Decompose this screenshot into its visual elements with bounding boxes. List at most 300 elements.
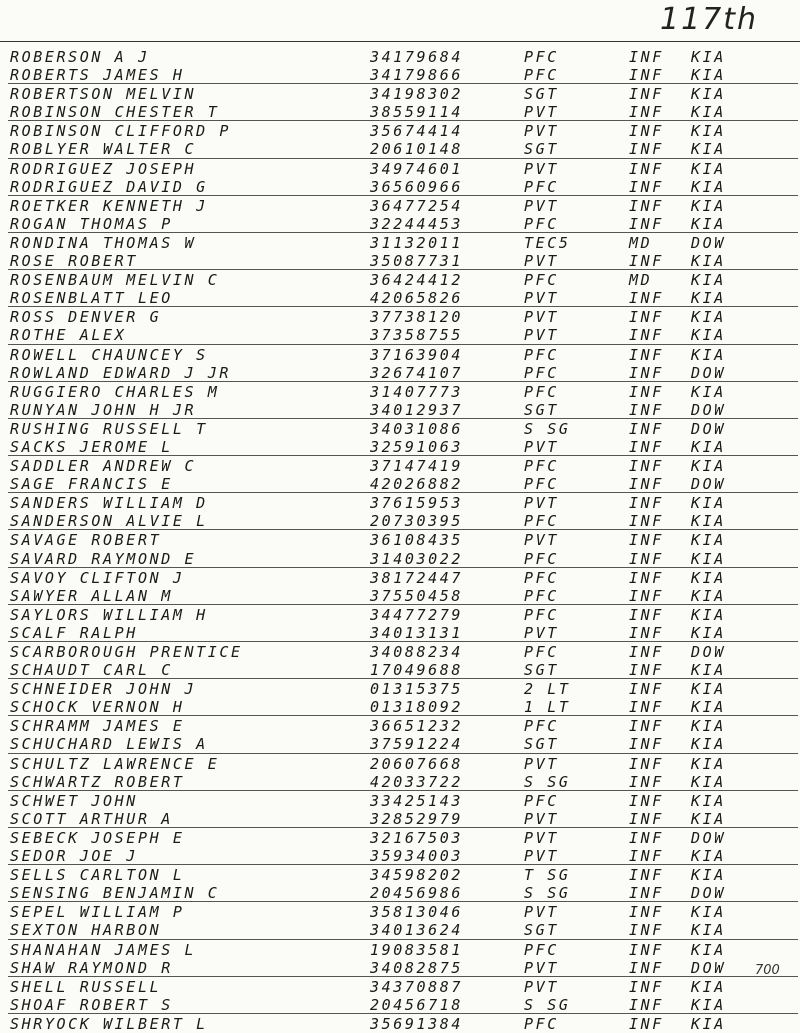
handwritten-unit-note: 117th	[660, 2, 759, 37]
rank-cell: PVT	[524, 531, 559, 550]
status-cell: DOW	[691, 233, 726, 252]
rank-cell: PFC	[524, 457, 559, 476]
status-cell: KIA	[691, 605, 726, 624]
roster-row	[8, 530, 798, 548]
name-cell: RONDINA THOMAS W	[10, 233, 197, 252]
roster-row	[8, 754, 798, 772]
rank-cell: PFC	[524, 940, 559, 959]
name-cell: SAVOY CLIFTON J	[10, 568, 185, 587]
status-cell: KIA	[691, 549, 726, 568]
serial-number-cell: 17049688	[370, 661, 464, 680]
roster-row	[8, 214, 798, 233]
roster-row	[8, 121, 798, 139]
serial-number-cell: 31403022	[370, 549, 464, 568]
rank-cell: PFC	[524, 643, 559, 661]
name-cell: ROBERTSON MELVIN	[10, 85, 197, 104]
status-cell: KIA	[691, 791, 726, 810]
branch-cell: INF	[629, 66, 664, 85]
serial-number-cell: 35934003	[370, 847, 464, 866]
name-cell: ROSENBLATT LEO	[10, 289, 173, 308]
status-cell: KIA	[691, 586, 726, 605]
name-cell: SAVAGE ROBERT	[10, 531, 162, 550]
status-cell: KIA	[691, 85, 726, 104]
status-cell: KIA	[691, 680, 726, 699]
roster-row	[8, 809, 798, 828]
name-cell: ROSENBAUM MELVIN C	[10, 271, 220, 290]
rank-cell: PVT	[524, 903, 559, 922]
serial-number-cell: 34370887	[370, 977, 464, 996]
serial-number-cell: 20610148	[370, 140, 464, 159]
roster-row	[8, 288, 798, 307]
roster-row	[8, 177, 798, 196]
rank-cell: SGT	[524, 85, 559, 104]
rank-cell: PVT	[524, 159, 559, 178]
name-cell: ROBINSON CLIFFORD P	[10, 122, 231, 141]
branch-cell: INF	[629, 605, 664, 624]
roster-row	[8, 940, 798, 958]
name-cell: ROBERSON A J	[10, 48, 150, 66]
serial-number-cell: 34031086	[370, 419, 464, 438]
branch-cell: INF	[629, 866, 664, 885]
status-cell: DOW	[691, 475, 726, 494]
branch-cell: INF	[629, 754, 664, 773]
name-cell: SCHRAMM JAMES E	[10, 717, 185, 736]
status-cell: KIA	[691, 1014, 726, 1033]
serial-number-cell: 36560966	[370, 177, 464, 196]
serial-number-cell: 01318092	[370, 698, 464, 717]
name-cell: SCOTT ARTHUR A	[10, 809, 173, 828]
roster-row	[8, 846, 798, 865]
rank-cell: PFC	[524, 605, 559, 624]
status-cell: KIA	[691, 252, 726, 271]
roster-row	[8, 251, 798, 270]
rank-cell: PFC	[524, 48, 559, 66]
roster-row	[8, 697, 798, 716]
status-cell: KIA	[691, 698, 726, 717]
rank-cell: PVT	[524, 977, 559, 996]
branch-cell: INF	[629, 643, 664, 661]
serial-number-cell: 31132011	[370, 233, 464, 252]
branch-cell: INF	[629, 382, 664, 401]
branch-cell: INF	[629, 717, 664, 736]
roster-row	[8, 568, 798, 586]
branch-cell: INF	[629, 326, 664, 345]
branch-cell: INF	[629, 494, 664, 513]
serial-number-cell: 20456718	[370, 995, 464, 1014]
roster-row	[8, 493, 798, 511]
roster-row	[8, 65, 798, 84]
branch-cell: INF	[629, 177, 664, 196]
roster-row	[8, 400, 798, 419]
roster-row	[8, 623, 798, 642]
serial-number-cell: 34477279	[370, 605, 464, 624]
status-cell: KIA	[691, 159, 726, 178]
name-cell: ROTHE ALEX	[10, 326, 127, 345]
roster-row	[8, 233, 798, 251]
serial-number-cell: 37163904	[370, 345, 464, 364]
roster-row	[8, 883, 798, 902]
status-cell: DOW	[691, 643, 726, 661]
serial-number-cell: 34598202	[370, 866, 464, 885]
rank-cell: PFC	[524, 1014, 559, 1033]
serial-number-cell: 42065826	[370, 289, 464, 308]
branch-cell: INF	[629, 475, 664, 494]
status-cell: KIA	[691, 568, 726, 587]
serial-number-cell: 31407773	[370, 382, 464, 401]
name-cell: SEPEL WILLIAM P	[10, 903, 185, 922]
roster-row	[8, 270, 798, 288]
name-cell: ROBINSON CHESTER T	[10, 103, 220, 122]
branch-cell: INF	[629, 252, 664, 271]
branch-cell: INF	[629, 437, 664, 456]
branch-cell: INF	[629, 122, 664, 141]
roster-row	[8, 605, 798, 623]
status-cell: DOW	[691, 828, 726, 847]
roster-row	[8, 642, 798, 660]
rank-cell: 1 LT	[524, 698, 571, 717]
rank-cell: PVT	[524, 437, 559, 456]
branch-cell: INF	[629, 735, 664, 754]
roster-row	[8, 772, 798, 791]
name-cell: ROSE ROBERT	[10, 252, 138, 271]
name-cell: SEBECK JOSEPH E	[10, 828, 185, 847]
branch-cell: INF	[629, 791, 664, 810]
name-cell: SCHNEIDER JOHN J	[10, 680, 197, 699]
branch-cell: INF	[629, 586, 664, 605]
serial-number-cell: 42026882	[370, 475, 464, 494]
name-cell: ROSS DENVER G	[10, 308, 162, 327]
roster-row	[8, 84, 798, 102]
roster-row	[8, 102, 798, 121]
roster-row	[8, 679, 798, 697]
branch-cell: INF	[629, 958, 664, 977]
serial-number-cell: 01315375	[370, 680, 464, 699]
rank-cell: PFC	[524, 549, 559, 568]
roster-row	[8, 902, 798, 920]
status-cell: KIA	[691, 214, 726, 233]
rank-cell: SGT	[524, 661, 559, 680]
name-cell: ROWELL CHAUNCEY S	[10, 345, 208, 364]
status-cell: KIA	[691, 977, 726, 996]
branch-cell: INF	[629, 921, 664, 940]
rank-cell: PVT	[524, 196, 559, 215]
roster-row	[8, 828, 798, 846]
rank-cell: PVT	[524, 308, 559, 327]
status-cell: DOW	[691, 419, 726, 438]
status-cell: KIA	[691, 289, 726, 308]
serial-number-cell: 32852979	[370, 809, 464, 828]
rank-cell: S SG	[524, 995, 571, 1014]
rank-cell: PVT	[524, 326, 559, 345]
name-cell: SADDLER ANDREW C	[10, 457, 197, 476]
serial-number-cell: 20456986	[370, 884, 464, 903]
branch-cell: INF	[629, 828, 664, 847]
serial-number-cell: 37615953	[370, 494, 464, 513]
roster-row	[8, 511, 798, 530]
serial-number-cell: 32244453	[370, 214, 464, 233]
rank-cell: TEC5	[524, 233, 571, 252]
status-cell: KIA	[691, 847, 726, 866]
rank-cell: PFC	[524, 66, 559, 85]
roster-row	[8, 586, 798, 605]
name-cell: ROBERTS JAMES H	[10, 66, 185, 85]
serial-number-cell: 34082875	[370, 958, 464, 977]
roster-row	[8, 995, 798, 1014]
status-cell: KIA	[691, 308, 726, 327]
serial-number-cell: 20607668	[370, 754, 464, 773]
serial-number-cell: 32591063	[370, 437, 464, 456]
serial-number-cell: 37358755	[370, 326, 464, 345]
name-cell: ROWLAND EDWARD J JR	[10, 363, 231, 382]
status-cell: KIA	[691, 494, 726, 513]
rank-cell: PVT	[524, 958, 559, 977]
roster-row	[8, 977, 798, 995]
status-cell: KIA	[691, 940, 726, 959]
serial-number-cell: 34012937	[370, 400, 464, 419]
rank-cell: PVT	[524, 754, 559, 773]
branch-cell: INF	[629, 568, 664, 587]
branch-cell: INF	[629, 661, 664, 680]
status-cell: KIA	[691, 809, 726, 828]
name-cell: RUGGIERO CHARLES M	[10, 382, 220, 401]
rank-cell: PFC	[524, 791, 559, 810]
name-cell: SCHAUDT CARL C	[10, 661, 173, 680]
rank-cell: PVT	[524, 809, 559, 828]
rank-cell: PVT	[524, 828, 559, 847]
rank-cell: PFC	[524, 568, 559, 587]
name-cell: ROGAN THOMAS P	[10, 214, 173, 233]
rank-cell: PVT	[524, 103, 559, 122]
status-cell: KIA	[691, 717, 726, 736]
branch-cell: INF	[629, 531, 664, 550]
name-cell: SEDOR JOE J	[10, 847, 138, 866]
name-cell: SCARBOROUGH PRENTICE	[10, 643, 243, 661]
serial-number-cell: 38559114	[370, 103, 464, 122]
status-cell: KIA	[691, 122, 726, 141]
serial-number-cell: 37147419	[370, 457, 464, 476]
branch-cell: INF	[629, 549, 664, 568]
name-cell: RODRIGUEZ JOSEPH	[10, 159, 197, 178]
name-cell: SCHULTZ LAWRENCE E	[10, 754, 220, 773]
name-cell: SHAW RAYMOND R	[10, 958, 173, 977]
serial-number-cell: 35087731	[370, 252, 464, 271]
status-cell: KIA	[691, 661, 726, 680]
branch-cell: INF	[629, 363, 664, 382]
status-cell: DOW	[691, 958, 726, 977]
status-cell: KIA	[691, 326, 726, 345]
name-cell: SACKS JEROME L	[10, 437, 173, 456]
roster-row	[8, 363, 798, 382]
rank-cell: PFC	[524, 271, 559, 290]
rank-cell: PFC	[524, 177, 559, 196]
branch-cell: INF	[629, 680, 664, 699]
status-cell: KIA	[691, 177, 726, 196]
serial-number-cell: 42033722	[370, 772, 464, 791]
name-cell: SAGE FRANCIS E	[10, 475, 173, 494]
status-cell: KIA	[691, 66, 726, 85]
rank-cell: PVT	[524, 252, 559, 271]
serial-number-cell: 35674414	[370, 122, 464, 141]
name-cell: SCHOCK VERNON H	[10, 698, 185, 717]
branch-cell: INF	[629, 940, 664, 959]
roster-row	[8, 791, 798, 809]
name-cell: SHOAF ROBERT S	[10, 995, 173, 1014]
serial-number-cell: 36108435	[370, 531, 464, 550]
rank-cell: 2 LT	[524, 680, 571, 699]
branch-cell: INF	[629, 140, 664, 159]
name-cell: SANDERSON ALVIE L	[10, 512, 208, 531]
name-cell: SHANAHAN JAMES L	[10, 940, 197, 959]
rank-cell: PVT	[524, 623, 559, 642]
status-cell: KIA	[691, 382, 726, 401]
status-cell: KIA	[691, 754, 726, 773]
roster-row	[8, 382, 798, 400]
branch-cell: INF	[629, 196, 664, 215]
roster-row	[8, 437, 798, 456]
serial-number-cell: 38172447	[370, 568, 464, 587]
status-cell: KIA	[691, 196, 726, 215]
roster-row	[8, 958, 798, 977]
status-cell: KIA	[691, 531, 726, 550]
serial-number-cell: 34974601	[370, 159, 464, 178]
status-cell: KIA	[691, 345, 726, 364]
rank-cell: PVT	[524, 122, 559, 141]
roster-row	[8, 734, 798, 753]
name-cell: SAYLORS WILLIAM H	[10, 605, 208, 624]
roster-row	[8, 159, 798, 177]
status-cell: KIA	[691, 921, 726, 940]
name-cell: SCHUCHARD LEWIS A	[10, 735, 208, 754]
name-cell: SENSING BENJAMIN C	[10, 884, 220, 903]
branch-cell: INF	[629, 345, 664, 364]
branch-cell: INF	[629, 308, 664, 327]
status-cell: KIA	[691, 271, 726, 290]
rank-cell: S SG	[524, 772, 571, 791]
rank-cell: SGT	[524, 400, 559, 419]
roster-row	[8, 139, 798, 158]
casualty-roster	[8, 47, 798, 1032]
roster-row	[8, 419, 798, 437]
rank-cell: PVT	[524, 847, 559, 866]
rank-cell: PFC	[524, 345, 559, 364]
branch-cell: INF	[629, 847, 664, 866]
name-cell: SCHWET JOHN	[10, 791, 138, 810]
branch-cell: INF	[629, 512, 664, 531]
serial-number-cell: 34179866	[370, 66, 464, 85]
branch-cell: INF	[629, 400, 664, 419]
status-cell: KIA	[691, 103, 726, 122]
roster-row	[8, 196, 798, 214]
name-cell: SAVARD RAYMOND E	[10, 549, 197, 568]
branch-cell: INF	[629, 884, 664, 903]
name-cell: SHELL RUSSELL	[10, 977, 162, 996]
roster-row	[8, 1014, 798, 1032]
status-cell: KIA	[691, 866, 726, 885]
roster-row	[8, 345, 798, 363]
rank-cell: PFC	[524, 586, 559, 605]
rank-cell: PFC	[524, 363, 559, 382]
status-cell: KIA	[691, 995, 726, 1014]
serial-number-cell: 35813046	[370, 903, 464, 922]
branch-cell: INF	[629, 214, 664, 233]
rank-cell: PFC	[524, 214, 559, 233]
name-cell: SAWYER ALLAN M	[10, 586, 173, 605]
status-cell: KIA	[691, 512, 726, 531]
branch-cell: INF	[629, 103, 664, 122]
name-cell: ROBLYER WALTER C	[10, 140, 197, 159]
rank-cell: SGT	[524, 921, 559, 940]
serial-number-cell: 37550458	[370, 586, 464, 605]
status-cell: KIA	[691, 140, 726, 159]
status-cell: KIA	[691, 48, 726, 66]
status-cell: KIA	[691, 623, 726, 642]
status-cell: KIA	[691, 735, 726, 754]
serial-number-cell: 35691384	[370, 1014, 464, 1033]
branch-cell: INF	[629, 698, 664, 717]
serial-number-cell: 37738120	[370, 308, 464, 327]
serial-number-cell: 36424412	[370, 271, 464, 290]
name-cell: RUNYAN JOHN H JR	[10, 400, 197, 419]
branch-cell: MD	[629, 271, 653, 290]
serial-number-cell: 36477254	[370, 196, 464, 215]
serial-number-cell: 36651232	[370, 717, 464, 736]
status-cell: DOW	[691, 884, 726, 903]
serial-number-cell: 20730395	[370, 512, 464, 531]
rank-cell: S SG	[524, 419, 571, 438]
roster-row	[8, 549, 798, 568]
branch-cell: INF	[629, 419, 664, 438]
rank-cell: PFC	[524, 717, 559, 736]
status-cell: KIA	[691, 772, 726, 791]
roster-row	[8, 325, 798, 344]
status-cell: DOW	[691, 363, 726, 382]
roster-row	[8, 474, 798, 493]
branch-cell: INF	[629, 903, 664, 922]
branch-cell: INF	[629, 772, 664, 791]
status-cell: KIA	[691, 903, 726, 922]
serial-number-cell: 32674107	[370, 363, 464, 382]
roster-row	[8, 47, 798, 65]
margin-count-note: 700	[755, 963, 780, 978]
branch-cell: INF	[629, 1014, 664, 1033]
branch-cell: INF	[629, 289, 664, 308]
name-cell: SCHWARTZ ROBERT	[10, 772, 185, 791]
serial-number-cell: 34013131	[370, 623, 464, 642]
branch-cell: INF	[629, 995, 664, 1014]
roster-row	[8, 456, 798, 474]
name-cell: ROETKER KENNETH J	[10, 196, 208, 215]
name-cell: SHRYOCK WILBERT L	[10, 1014, 208, 1033]
status-cell: KIA	[691, 437, 726, 456]
rank-cell: PFC	[524, 475, 559, 494]
status-cell: KIA	[691, 457, 726, 476]
rank-cell: S SG	[524, 884, 571, 903]
rank-cell: T SG	[524, 866, 571, 885]
serial-number-cell: 34088234	[370, 643, 464, 661]
name-cell: RUSHING RUSSELL T	[10, 419, 208, 438]
branch-cell: INF	[629, 623, 664, 642]
serial-number-cell: 32167503	[370, 828, 464, 847]
roster-row	[8, 307, 798, 325]
serial-number-cell: 37591224	[370, 735, 464, 754]
branch-cell: INF	[629, 159, 664, 178]
rank-cell: PVT	[524, 494, 559, 513]
serial-number-cell: 19083581	[370, 940, 464, 959]
branch-cell: INF	[629, 85, 664, 104]
branch-cell: INF	[629, 457, 664, 476]
branch-cell: MD	[629, 233, 653, 252]
serial-number-cell: 33425143	[370, 791, 464, 810]
